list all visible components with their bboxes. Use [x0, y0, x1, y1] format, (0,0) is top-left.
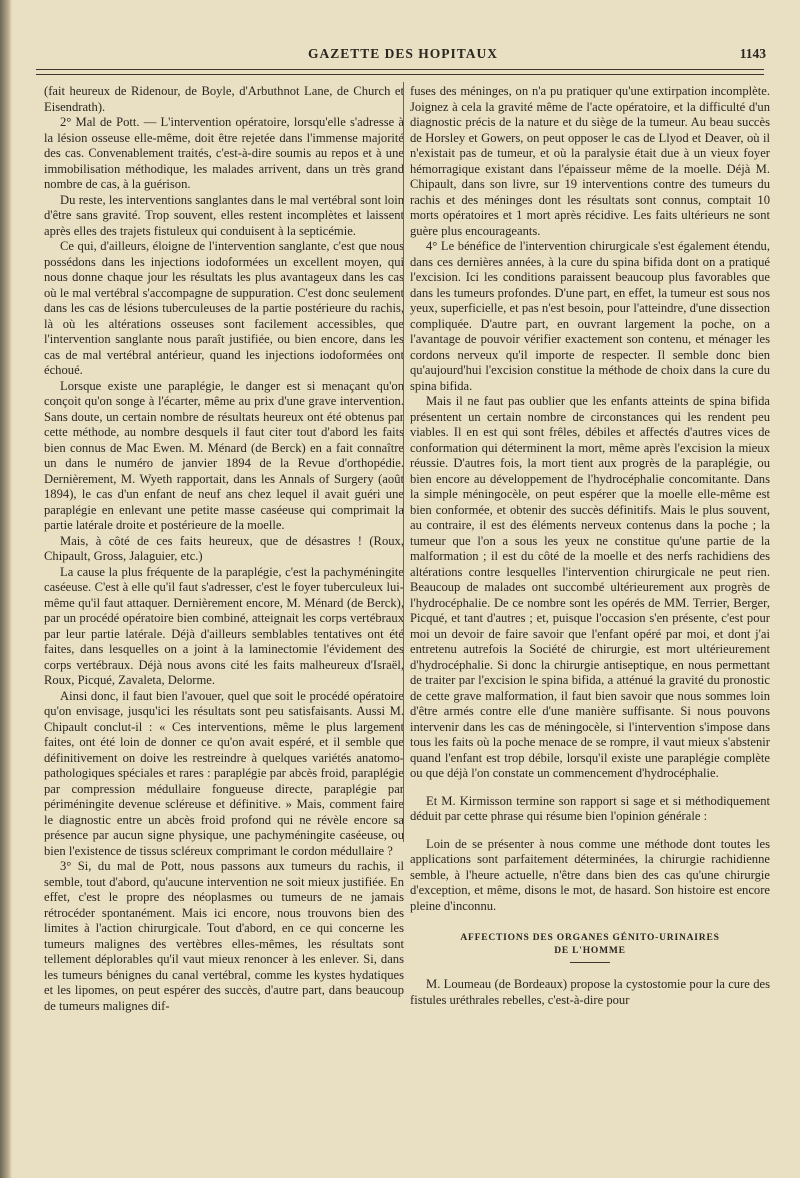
paragraph: Lorsque existe une paraplégie, le danger est si menaçant qu'on conçoit qu'on songe à l'écarter, même au prix d'une grave intervention. Sans doute, un certain nombre de résultats heureux ont été obtenus par cette méthode, au nombre desquels il faut citer tout d'abord les faits bien connus de Mac Ewen. M. Ménard (de Berck) en a fait connaître un dans le numéro de janvier 1894 de la Revue d'orthopédie. Dernièrement, M. Wyeth rapportait, dans les Annals of Surgery (août 1894), le cas d'un enfant de neuf ans chez lequel il avait guéri une paraplégie en enlevant une petite masse caséeuse qui comprimait la partie latérale droite et postérieure de la moelle.	[44, 378, 404, 532]
column-divider	[403, 82, 404, 842]
paragraph: Ce qui, d'ailleurs, éloigne de l'intervention sanglante, c'est que nous possédons dans les injections iodoformées un excellent moyen, qui nous donne chaque jour les résultats les plus avantageux dans les cas où le mal vertébral s'accompagne de suppuration. C'est donc seulement dans les cas de lésions tuberculeuses de la partie postérieure du rachis, là où les altérations osseuses sont facilement accessibles, que l'intervention sanglante nous paraît justifiée, ou bien encore, dans les cas de mal vertébral antérieur, quand les injections iodoformées ont échoué.	[44, 239, 404, 377]
section-rule	[570, 962, 610, 963]
paragraph: Et M. Kirmisson termine son rapport si sage et si méthodiquement déduit par cette phrase qui résume bien l'opinion générale :	[410, 793, 770, 823]
paragraph: (fait heureux de Ridenour, de Boyle, d'Arbuthnot Lane, de Church et Eisendrath).	[44, 84, 404, 114]
section-heading-line: DE L'HOMME	[554, 946, 626, 956]
paragraph: M. Loumeau (de Bordeaux) propose la cystostomie pour la cure des fistules uréthrales rebelles, c'est-à-dire pour	[410, 977, 770, 1007]
section-heading	[410, 932, 770, 958]
paragraph: Mais il ne faut pas oublier que les enfants atteints de spina bifida présentent un certain nombre de circonstances qui les rendent peu viables. Il en est qui sont frêles, débiles et affectés d'autres vices de conformation qui déterminent la mort, même après l'excision la mieux réussie. D'autres fois, la mort tient aux progrès de la paraplégie, ou bien encore au développement de l'hydrocéphalie concomitante. Dans la simple méningocèle, on peut espérer que la moelle elle-même est bien conformée, et obtenir des succès définitifs. Mais le plus souvent, au contraire, il est des éléments nerveux contenus dans la poche ; la tumeur que l'on a sous les yeux ne constitue qu'une partie de la malformation ; il est du côté de la moelle et des nerfs rachidiens des altérations contre lesquelles l'intervention chirurgicale ne peut rien. Beaucoup de malades ont succombé ultérieurement aux progrès de l'hydrocéphalie. De ce nombre sont les opérés de MM. Terrier, Berger, Picqué, et tant d'autres ; et, puisque l'occasion s'en présente, c'est pour moi un devoir de faire savoir que l'enfant opéré par moi, et dont j'ai entretenu autrefois la Société de chirurgie, est mort ultérieurement d'hydrocéphalie. Si donc la chirurgie antiseptique, en nous permettant de traiter par l'excision le spina bifida, a atténué la gravité du pronostic de cette grave malformation, il faut bien savoir que nous sommes loin d'être armés contre elle d'une manière suffisante. Si nous pouvons intervenir dans les cas de méningocèle, si l'intervention s'impose dans tous les faits où la poche menace de se rompre, il vaut mieux s'abstenir quand l'enfant est trop débile, lorsqu'il existe une paraplégie complète ou que déjà l'on constate un commencement d'hydrocéphalie.	[410, 394, 770, 780]
journal-title: GAZETTE DES HOPITAUX	[307, 46, 499, 61]
paragraph: Mais, à côté de ces faits heureux, que de désastres ! (Roux, Chipault, Gross, Jalaguier, etc.)	[44, 533, 404, 563]
paragraph: 3° Si, du mal de Pott, nous passons aux tumeurs du rachis, il semble, tout d'abord, qu'aucune intervention ne soit mieux justifiée. En effet, c'est le propre des néoplasmes ou tumeurs de ne jamais rétrocéder spontanément. Mais ici encore, nous trouvons bien des limites à l'action chirurgicale. Tout d'abord, en ce qui concerne les tumeurs malignes des vertèbres elles-mêmes, les résultats sont tellement déplorables qu'il vaut mieux renoncer à les enlever. Si, dans les tumeurs bénignes du canal vertébral, comme les kystes hydatiques et les lipomes, on peut espérer des succès, d'autre part, dans beaucoup de tumeurs malignes dif-	[44, 859, 404, 1013]
header-rule	[36, 69, 764, 70]
paragraph: Loin de se présenter à nous comme une méthode dont toutes les applications sont parfaitement déterminées, la chirurgie rachidienne semble, à l'heure actuelle, n'être dans bien des cas qu'une chirurgie d'exception, et même, disons le mot, de hasard. Son histoire est encore pleine d'inconnu.	[410, 836, 770, 913]
paragraph: Du reste, les interventions sanglantes dans le mal vertébral sont loin d'être sans gravité. Trop souvent, elles restent incomplètes et laissent après elles des trajets fistuleux qui conduisent à la septicémie.	[44, 192, 404, 238]
section-heading-line: AFFECTIONS DES ORGANES GÉNITO-URINAIRES	[460, 933, 720, 943]
page-header	[40, 46, 766, 66]
paragraph: Ainsi donc, il faut bien l'avouer, quel que soit le procédé opératoire qu'on envisage, jusqu'ici les résultats sont peu satisfaisants. Aussi M. Chipault conclut-il : « Ces interventions, même le plus largement faites, ont été loin de donner ce qu'on avait espéré, et il semble que définitivement on doive les restreindre à quelques variétés anatomo-pathologiques spéciales et rares : paraplégie par abcès froid, paraplégie par compression médullaire fongueuse directe, paraplégie par périméningite devenue scléreuse et définitive. » Mais, comment faire le diagnostic entre un abcès froid profond qui ne révèle encore sa présence par aucun signe physique, une pachyméningite caséeuse, ou bien l'existence de tissus scléreux comprimant le cordon médullaire ?	[44, 688, 404, 858]
paragraph: La cause la plus fréquente de la paraplégie, c'est la pachyméningite caséeuse. C'est à elle qu'il faut s'adresser, c'est le foyer tuberculeux lui-même qu'il faut attaquer. Dernièrement encore, M. Ménard (de Berck), par un procédé opératoire bien combiné, atteignait les corps vertébraux par leur partie latérale. Déjà d'ailleurs semblables tentatives ont été faites, dans lesquelles on a joint à la laminectomie l'évidement des corps vertébraux. Déjà nous avons cité les faits malheureux d'Israël, Roux, Picqué, Zavaleta, Delorme.	[44, 564, 404, 687]
paragraph: 2° Mal de Pott. — L'intervention opératoire, lorsqu'elle s'adresse à la lésion osseuse elle-même, doit être rejetée dans l'immense majorité des cas. Convenablement traités, c'est-à-dire soumis au repos et à une immobilisation méthodique, les malades arrivent, dans un très grand nombre de cas, à la guérison.	[44, 115, 404, 191]
header-rule-thin	[36, 74, 764, 75]
page-number: 1143	[739, 46, 766, 61]
left-column	[44, 84, 404, 1014]
paragraph: 4° Le bénéfice de l'intervention chirurgicale s'est également étendu, dans ces dernières années, à la cure du spina bifida dont on a pratiqué l'excision. Ici les conditions paraissent beaucoup plus favorables que dans les tumeurs profondes. D'une part, en effet, la tumeur est sous nos yeux, superficielle, et pas n'est besoin, pour l'atteindre, d'une dissection compliquée. D'autre part, en ouvrant largement la poche, on a l'avantage de pouvoir vérifier exactement son contenu, et ménager les cordons nerveux qu'il importe de respecter. Il semble donc bien qu'aujourd'hui l'excision constitue la méthode de choix dans la cure du spina bifida.	[410, 239, 770, 393]
paragraph: fuses des méninges, on n'a pu pratiquer qu'une extirpation incomplète. Joignez à cela la gravité même de l'acte opératoire, et la difficulté d'un diagnostic précis de la nature et du siège de la tumeur. Au beau succès de Horsley et Gowers, on peut opposer le cas de Llyod et Deaver, où il n'existait pas de tumeur, et où la paralysie était due à un vieux foyer hémorragique existant dans l'épaisseur même de la moelle. Déjà M. Chipault, dans son livre, sur 19 interventions contre des tumeurs du rachis et des méninges dont les résultats sont connus, comptait 10 morts opératoires et 1 mort après récidive. Les faits ultérieurs ne sont guère plus encourageants.	[410, 84, 770, 238]
right-column	[410, 84, 770, 1008]
binding-edge	[0, 0, 12, 1178]
